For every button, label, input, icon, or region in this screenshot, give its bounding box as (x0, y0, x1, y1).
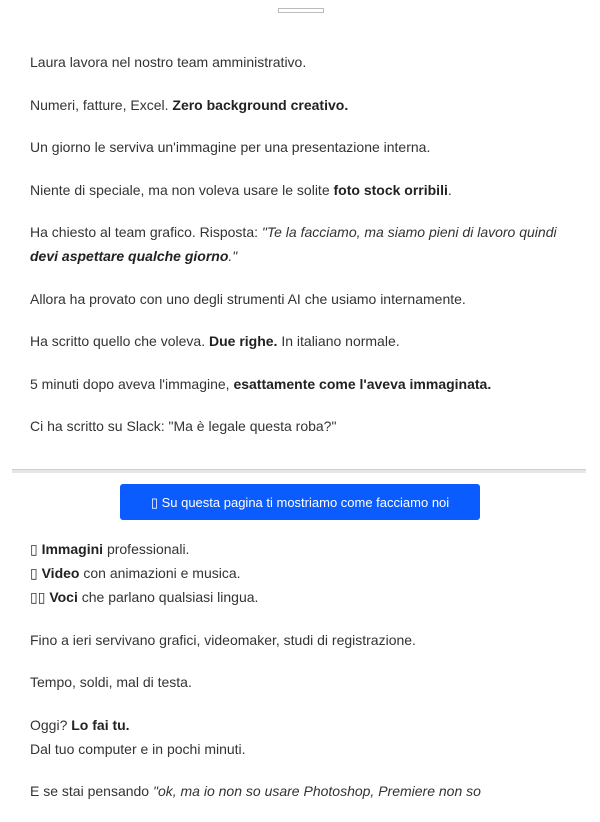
bold-text: Due righe. (208, 333, 278, 349)
bold-text: Voci (49, 589, 78, 605)
paragraph: Laura lavora nel nostro team amministrativo. (30, 54, 307, 70)
feature-icon: ▯ (30, 541, 42, 557)
list-item (30, 561, 580, 585)
cta-button[interactable]: ▯ Su questa pagina ti mostriamo come facciamo noi (120, 484, 480, 520)
paragraph (30, 372, 580, 396)
bold-text: Video (41, 565, 80, 581)
bold-text: foto stock orribili (333, 181, 448, 198)
paragraph (30, 779, 580, 803)
feature-icon: ▯▯ (30, 589, 50, 605)
text: Ha scritto quello che voleva. (30, 333, 209, 349)
bold-text: esattamente come l'aveva immaginata. (233, 375, 492, 392)
feature-list (30, 537, 580, 609)
text: Dal tuo computer e in pochi minuti. (30, 740, 246, 757)
paragraph: Tempo, soldi, mal di testa. (30, 674, 192, 690)
paragraph (30, 713, 580, 761)
list-item (30, 585, 580, 609)
paragraph: Ci ha scritto su Slack: "Ma è legale questa roba?" (30, 418, 337, 434)
text: 5 minuti dopo aveva l'immagine, (30, 375, 234, 392)
paragraph (30, 329, 580, 353)
text: professionali. (103, 541, 190, 557)
paragraph: Un giorno le serviva un'immagine per una presentazione interna. (30, 139, 431, 155)
text: . (447, 181, 452, 198)
drag-handle[interactable] (278, 8, 324, 13)
text: Oggi? (30, 716, 72, 733)
italic-text: "ok, ma io non so usare Photoshop, Premiere non so (152, 783, 481, 799)
bold-text: Zero background creativo. (172, 96, 349, 113)
text: Numeri, fatture, Excel. (30, 96, 173, 113)
italic-text: ." (228, 248, 238, 264)
text: Ha chiesto al team grafico. Risposta: (30, 224, 262, 240)
italic-text: "Te la facciamo, ma siamo pieni di lavoro quindi (261, 224, 557, 240)
text: E se stai pensando (30, 783, 153, 799)
list-item (30, 537, 580, 561)
paragraph (30, 178, 580, 202)
divider (12, 469, 586, 473)
feature-icon: ▯ (30, 565, 42, 581)
text: In italiano normale. (277, 333, 400, 349)
bold-text: devi aspettare qualche giorno (30, 248, 229, 264)
features-section (30, 537, 580, 822)
bold-text: Immagini (41, 541, 104, 557)
paragraph: Allora ha provato con uno degli strumenti AI che usiamo internamente. (30, 290, 466, 307)
text: Niente di speciale, ma non voleva usare le solite (30, 181, 334, 198)
paragraph: Fino a ieri servivano grafici, videomaker, studi di registrazione. (30, 631, 416, 648)
paragraph (30, 93, 580, 117)
paragraph (30, 220, 580, 268)
story-section (30, 50, 580, 457)
bold-text: Lo fai tu. (71, 716, 130, 733)
text: con animazioni e musica. (79, 565, 241, 581)
text: che parlano qualsiasi lingua. (77, 589, 259, 605)
